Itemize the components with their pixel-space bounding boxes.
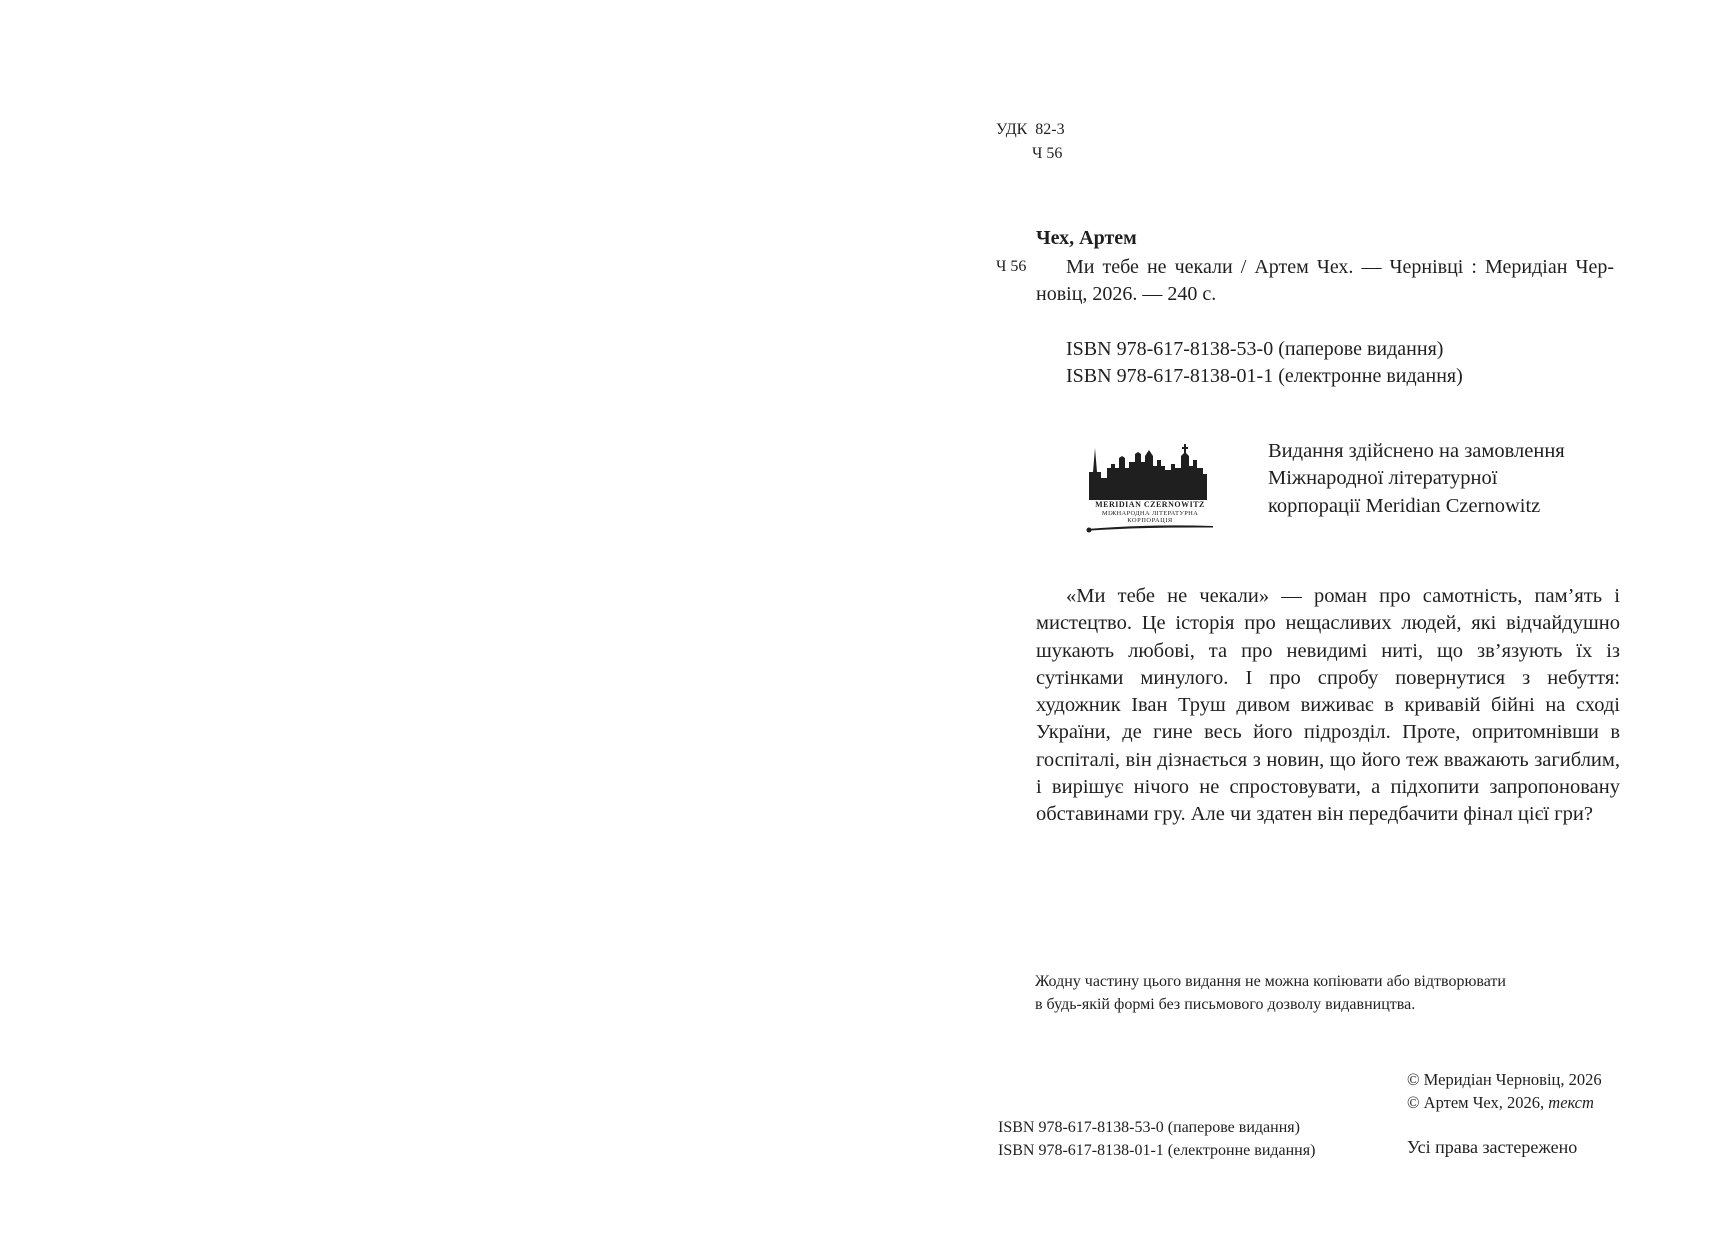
sponsor-line-2: Міжнародної літературної	[1268, 467, 1498, 490]
isbn-electronic: ISBN 978-617-8138-01-1 (електронне видання)	[1066, 365, 1463, 387]
bib-text-1: Ми тебе не чекали / Артем Чех. — Чернівці : Меридіан Чер-	[1066, 256, 1614, 278]
rights-reserved: Усі права застережено	[1407, 1137, 1578, 1157]
logo-subtitle-2: КОРПОРАЦІЯ	[1127, 517, 1173, 524]
logo-title: MERIDIAN CZERNOWITZ	[1095, 500, 1205, 509]
meridian-czernowitz-logo	[1085, 438, 1215, 534]
copyright-author-italic: текст	[1548, 1093, 1594, 1112]
author-heading: Чех, Артем	[1036, 227, 1137, 249]
isbn-paper: ISBN 978-617-8138-53-0 (паперове видання)	[1066, 338, 1444, 360]
bibliographic-line-2: новіц, 2026. — 240 с.	[1036, 283, 1217, 305]
sponsor-line-3: корпорації Meridian Czernowitz	[1268, 494, 1541, 517]
udc-line	[996, 118, 1065, 141]
call-number: Ч 56	[996, 258, 1027, 275]
isbn-bottom-paper: ISBN 978-617-8138-53-0 (паперове видання)	[998, 1119, 1300, 1136]
sponsor-note	[1268, 438, 1565, 520]
copyright-author-text: © Артем Чех, 2026,	[1407, 1093, 1549, 1112]
udc-label: УДК	[996, 121, 1028, 138]
copyright-author	[1407, 1091, 1594, 1115]
copy-notice-line-1: Жодну частину цього видання не можна копіювати або відтворювати	[1035, 973, 1506, 990]
sponsor-line-1: Видання здійснено на замовлення	[1268, 440, 1565, 462]
udc-number: 82-3	[1035, 121, 1065, 138]
bibliographic-line-1	[1036, 254, 1614, 281]
copy-notice	[1035, 970, 1506, 1016]
copyright-publisher: © Меридіан Черновіц, 2026	[1407, 1070, 1602, 1089]
copy-notice-line-2: в будь-якій формі без письмового дозволу видавництва.	[1035, 996, 1416, 1013]
author-mark: Ч 56	[1032, 145, 1063, 162]
annotation-text: «Ми тебе не чекали» — роман про самотність, пам’ять і мистецтво. Це історія про нещасливих людей, які відчайдушно шукають любові, та про невидимі нитi, що зв’язують їх із сутінками минулого. І про спробу повернутися з небуття: художник Іван Труш дивом виживає в кривавій бійні на сході України, де гине весь його підрозділ. Проте, опритомнівши в госпіталі, він дізнається з новин, що його теж вважають загиблим, і вирішує нічого не спростовувати, а підхопити запропоновану обставинами гру. Але чи здатен він передбачити фінал цієї гри?	[1036, 585, 1620, 826]
annotation	[1036, 583, 1620, 829]
logo-subtitle-1: МІЖНАРОДНА ЛІТЕРАТУРНА	[1101, 510, 1199, 517]
isbn-bottom-electronic: ISBN 978-617-8138-01-1 (електронне видання)	[998, 1142, 1316, 1159]
